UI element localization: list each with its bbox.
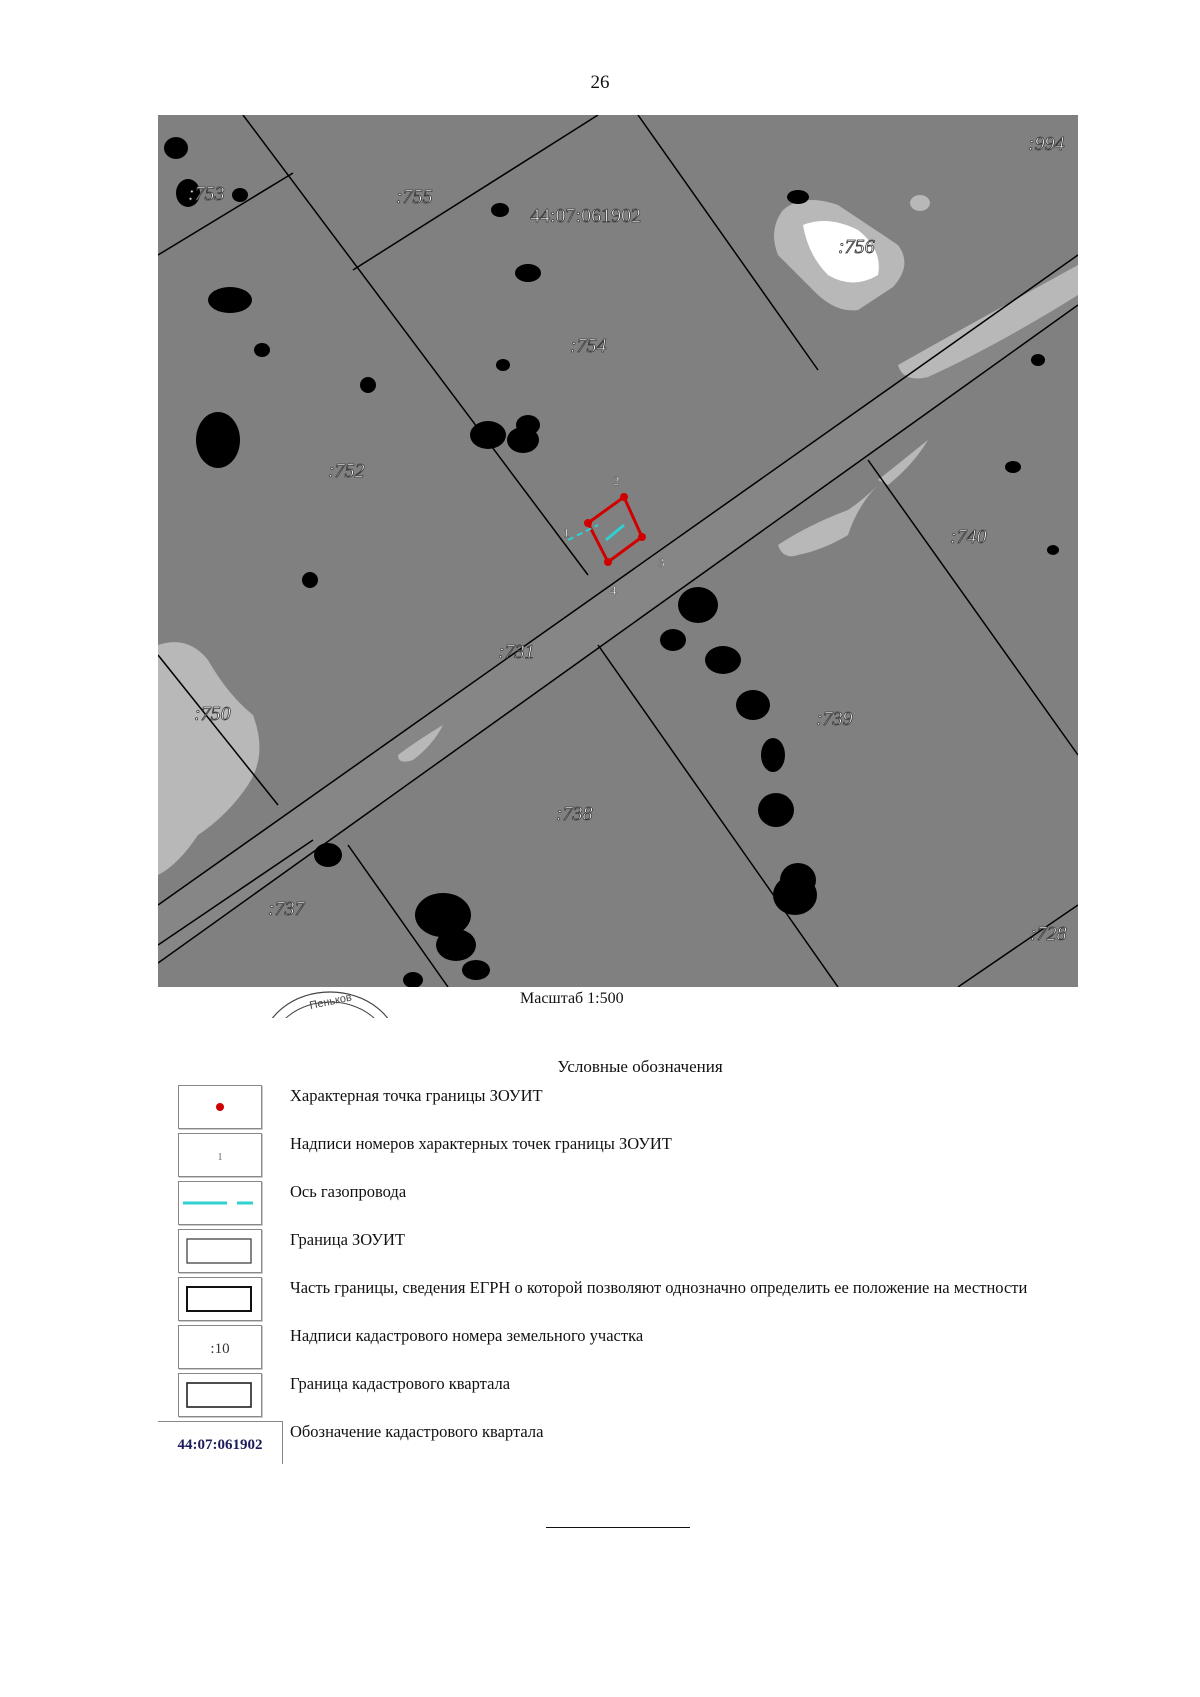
parcel-label-753: :753	[188, 183, 225, 205]
cadastral-map[interactable]	[158, 115, 1078, 987]
legend-item	[178, 1421, 1078, 1465]
point-4-marker[interactable]	[604, 558, 612, 566]
footer-rule	[546, 1527, 690, 1528]
page-number: 26	[590, 72, 610, 93]
point-2-marker[interactable]	[620, 493, 628, 501]
svg-text::10: :10	[210, 1341, 230, 1357]
red-point-icon	[178, 1085, 262, 1129]
parcel-label-750: :750	[194, 703, 231, 725]
parcel-label-738: :738	[556, 803, 593, 825]
zouit-boundary-icon	[178, 1229, 262, 1273]
point-label-1: 1	[563, 525, 570, 540]
quarter-label: 44:07:061902	[530, 205, 642, 227]
parcel-label-752: :752	[328, 460, 365, 482]
stamp-text: Пеньков	[308, 991, 353, 1013]
point-1-marker[interactable]	[584, 519, 592, 527]
point-label-4: 4	[610, 583, 617, 598]
quarter-boundary-icon	[178, 1373, 262, 1417]
parcel-label-731: :731	[498, 641, 535, 663]
legend-text: Ось газопровода	[290, 1182, 407, 1201]
parcel-number-icon	[178, 1325, 262, 1369]
legend-item	[178, 1373, 1078, 1417]
legend-item	[178, 1277, 1078, 1321]
parcel-label-756: :756	[838, 236, 875, 258]
legend-text: Надписи кадастрового номера земельного участка	[290, 1326, 644, 1345]
parcel-label-754: :754	[570, 335, 607, 357]
quarter-code-icon: 44:07:061902	[158, 1421, 283, 1464]
legend-text: Характерная точка границы ЗОУИТ	[290, 1086, 543, 1105]
egrn-boundary-icon	[178, 1277, 262, 1321]
legend-item	[178, 1325, 1078, 1369]
parcel-label-755: :755	[396, 186, 433, 208]
legend-text: Граница ЗОУИТ	[290, 1230, 405, 1249]
stamp	[255, 988, 405, 1018]
parcel-label-728: :728	[1030, 923, 1067, 945]
gas-axis-icon	[178, 1181, 262, 1225]
point-number-icon	[178, 1133, 262, 1177]
legend-text: Надписи номеров характерных точек границы ЗОУИТ	[290, 1134, 672, 1153]
map-canvas[interactable]	[158, 115, 1078, 987]
parcel-label-737: :737	[268, 898, 305, 920]
legend-item	[178, 1133, 1078, 1177]
legend-text: Часть границы, сведения ЕГРН о которой позволяют однозначно определить ее положение на местности	[290, 1278, 1028, 1297]
map-scale: Масштаб 1:500	[520, 990, 624, 1007]
svg-text:1: 1	[217, 1152, 223, 1163]
legend-title: Условные обозначения	[557, 1057, 723, 1076]
legend-text: Граница кадастрового квартала	[290, 1374, 511, 1393]
point-label-2: 2	[613, 473, 620, 488]
legend-item	[178, 1085, 1078, 1129]
parcel-label-994: :994	[1028, 133, 1065, 155]
point-label-3: 3	[658, 555, 665, 570]
point-3-marker[interactable]	[638, 533, 646, 541]
legend-text: Обозначение кадастрового квартала	[290, 1422, 544, 1441]
legend-item	[178, 1181, 1078, 1225]
legend-item	[178, 1229, 1078, 1273]
parcel-label-739: :739	[816, 708, 853, 730]
parcel-label-740: :740	[950, 526, 987, 548]
